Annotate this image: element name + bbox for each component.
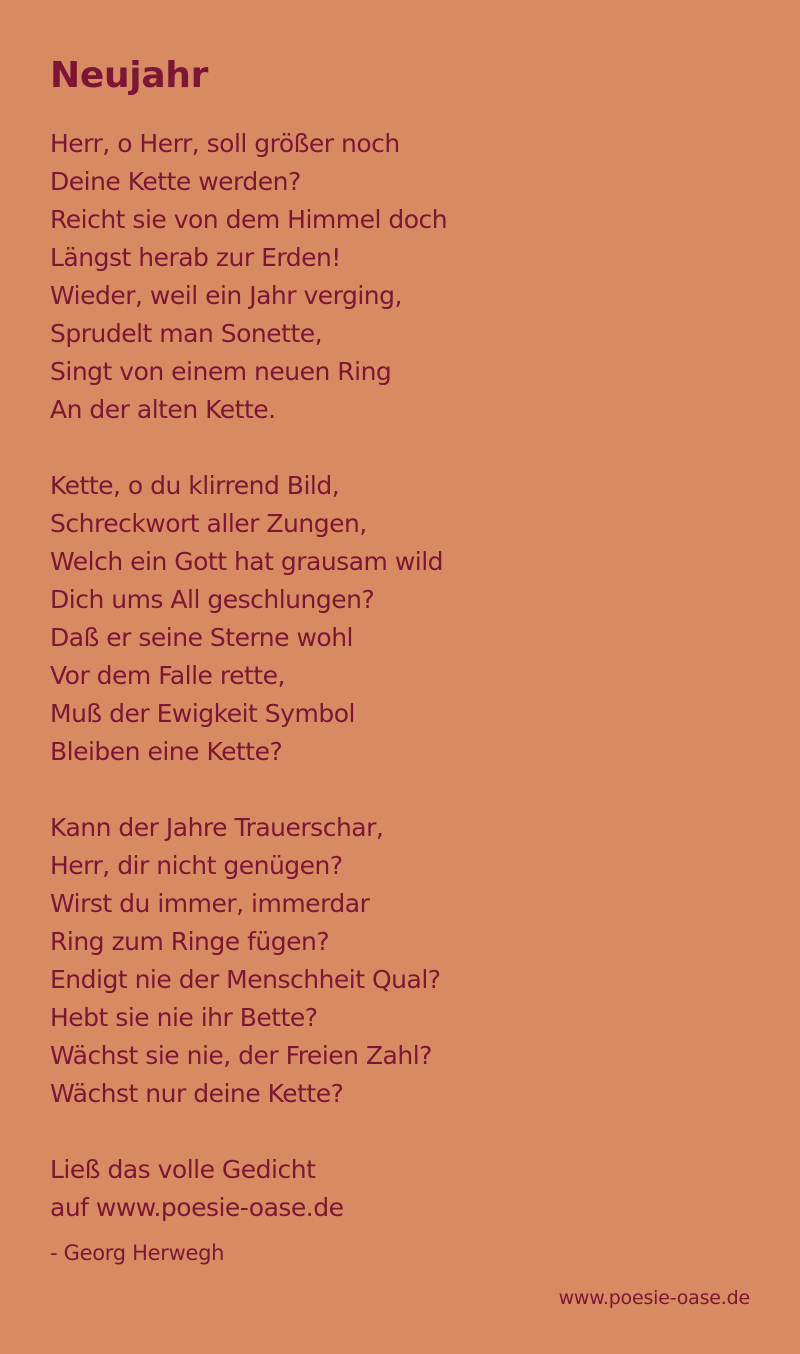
poem-line: Muß der Ewigkeit Symbol [50, 699, 355, 728]
poem-author: - Georg Herwegh [50, 1241, 225, 1265]
poem-line: Reicht sie von dem Himmel doch [50, 205, 448, 234]
poem-line: Wächst sie nie, der Freien Zahl? [50, 1041, 432, 1070]
poem-line: Wirst du immer, immerdar [50, 889, 370, 918]
poem-line: Schreckwort aller Zungen, [50, 509, 367, 538]
stanza-1 [50, 125, 447, 429]
poem-line: Hebt sie nie ihr Bette? [50, 1003, 318, 1032]
poem-line: Wieder, weil ein Jahr verging, [50, 281, 402, 310]
poem-line: Herr, dir nicht genügen? [50, 851, 343, 880]
poem-line: Kann der Jahre Trauerschar, [50, 813, 384, 842]
stanza-2 [50, 467, 443, 771]
poem-line: Dich ums All geschlungen? [50, 585, 375, 614]
poem-line: Daß er seine Sterne wohl [50, 623, 353, 652]
poem-line: Ring zum Ringe fügen? [50, 927, 330, 956]
stanza-3 [50, 809, 441, 1113]
poem-line: Welch ein Gott hat grausam wild [50, 547, 444, 576]
poem-line: Wächst nur deine Kette? [50, 1079, 344, 1108]
poem-line: Vor dem Falle rette, [50, 661, 285, 690]
poem-line: Kette, o du klirrend Bild, [50, 471, 340, 500]
cta-line: Ließ das volle Gedicht [50, 1155, 316, 1184]
poem-line: Singt von einem neuen Ring [50, 357, 392, 386]
poem-line: Herr, o Herr, soll größer noch [50, 129, 400, 158]
poem-line: Längst herab zur Erden! [50, 243, 341, 272]
read-full-poem-note [50, 1151, 344, 1227]
poem-line: Bleiben eine Kette? [50, 737, 283, 766]
poem-line: Deine Kette werden? [50, 167, 301, 196]
poem-line: An der alten Kette. [50, 395, 276, 424]
cta-line: auf www.poesie-oase.de [50, 1193, 344, 1222]
poem-line: Endigt nie der Menschheit Qual? [50, 965, 441, 994]
footer-website-url: www.poesie-oase.de [558, 1287, 750, 1309]
poem-line: Sprudelt man Sonette, [50, 319, 323, 348]
poem-title: Neujahr [50, 55, 209, 96]
